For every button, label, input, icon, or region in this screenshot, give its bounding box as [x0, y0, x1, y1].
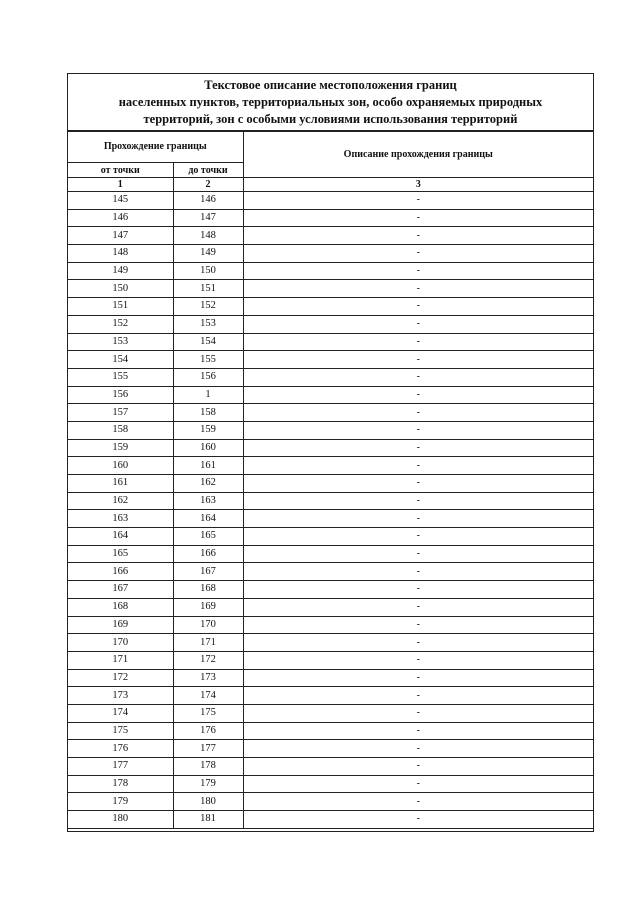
description-cell: - — [243, 192, 593, 210]
description-cell: - — [243, 227, 593, 245]
description-cell: - — [243, 492, 593, 510]
description-cell: - — [243, 280, 593, 298]
table-row — [68, 368, 593, 386]
from-point-cell: 157 — [68, 404, 173, 422]
table-row — [68, 510, 593, 528]
to-point-cell: 156 — [173, 368, 243, 386]
to-point-cell: 149 — [173, 245, 243, 263]
table-row — [68, 563, 593, 581]
table-row — [68, 598, 593, 616]
from-point-cell: 149 — [68, 262, 173, 280]
table-row — [68, 245, 593, 263]
from-point-cell: 165 — [68, 545, 173, 563]
from-point-cell: 178 — [68, 775, 173, 793]
from-point-cell: 172 — [68, 669, 173, 687]
description-cell: - — [243, 811, 593, 829]
table-row — [68, 262, 593, 280]
from-point-cell: 166 — [68, 563, 173, 581]
description-cell: - — [243, 475, 593, 493]
to-point-cell: 154 — [173, 333, 243, 351]
table-row — [68, 475, 593, 493]
description-cell: - — [243, 421, 593, 439]
from-point-cell: 159 — [68, 439, 173, 457]
table-row — [68, 687, 593, 705]
to-point-cell: 173 — [173, 669, 243, 687]
table-row — [68, 651, 593, 669]
description-cell: - — [243, 775, 593, 793]
from-point-cell: 155 — [68, 368, 173, 386]
to-point-cell: 162 — [173, 475, 243, 493]
from-point-cell: 167 — [68, 581, 173, 599]
to-point-cell: 147 — [173, 209, 243, 227]
to-point-cell: 152 — [173, 298, 243, 316]
title-line-3: территорий, зон с особыми условиями использования территорий — [143, 111, 518, 126]
description-cell: - — [243, 634, 593, 652]
from-point-cell: 163 — [68, 510, 173, 528]
description-cell: - — [243, 651, 593, 669]
table-header-row — [68, 132, 593, 163]
from-point-cell: 156 — [68, 386, 173, 404]
description-cell: - — [243, 457, 593, 475]
description-cell: - — [243, 351, 593, 369]
table-row — [68, 581, 593, 599]
description-cell: - — [243, 722, 593, 740]
to-point-cell: 150 — [173, 262, 243, 280]
from-point-cell: 180 — [68, 811, 173, 829]
to-point-cell: 158 — [173, 404, 243, 422]
column-number-3: 3 — [243, 178, 593, 192]
table-row — [68, 315, 593, 333]
from-point-cell: 146 — [68, 209, 173, 227]
from-point-header: от точки — [68, 163, 173, 178]
to-point-cell: 148 — [173, 227, 243, 245]
description-cell: - — [243, 439, 593, 457]
description-cell: - — [243, 563, 593, 581]
to-point-cell: 174 — [173, 687, 243, 705]
from-point-cell: 145 — [68, 192, 173, 210]
to-point-cell: 179 — [173, 775, 243, 793]
to-point-cell: 172 — [173, 651, 243, 669]
description-cell: - — [243, 598, 593, 616]
to-point-cell: 176 — [173, 722, 243, 740]
table-row — [68, 351, 593, 369]
description-cell: - — [243, 793, 593, 811]
table-row — [68, 722, 593, 740]
column-number-2: 2 — [173, 178, 243, 192]
to-point-cell: 181 — [173, 811, 243, 829]
from-point-cell: 173 — [68, 687, 173, 705]
table-row — [68, 669, 593, 687]
description-header: Описание прохождения границы — [243, 132, 593, 178]
from-point-cell: 169 — [68, 616, 173, 634]
from-point-cell: 171 — [68, 651, 173, 669]
table-row — [68, 421, 593, 439]
to-point-cell: 166 — [173, 545, 243, 563]
column-number-1: 1 — [68, 178, 173, 192]
description-cell: - — [243, 704, 593, 722]
from-point-cell: 161 — [68, 475, 173, 493]
boundary-table-frame — [67, 73, 594, 832]
from-point-cell: 151 — [68, 298, 173, 316]
description-cell: - — [243, 404, 593, 422]
to-point-cell: 164 — [173, 510, 243, 528]
table-row — [68, 298, 593, 316]
to-point-header: до точки — [173, 163, 243, 178]
from-point-cell: 176 — [68, 740, 173, 758]
to-point-cell: 168 — [173, 581, 243, 599]
boundary-table — [68, 131, 593, 829]
description-cell: - — [243, 510, 593, 528]
description-cell: - — [243, 315, 593, 333]
table-row — [68, 333, 593, 351]
description-cell: - — [243, 368, 593, 386]
to-point-cell: 178 — [173, 758, 243, 776]
description-cell: - — [243, 740, 593, 758]
description-cell: - — [243, 545, 593, 563]
table-row — [68, 492, 593, 510]
description-cell: - — [243, 669, 593, 687]
to-point-cell: 151 — [173, 280, 243, 298]
to-point-cell: 1 — [173, 386, 243, 404]
table-row — [68, 545, 593, 563]
table-row — [68, 209, 593, 227]
table-row — [68, 616, 593, 634]
description-cell: - — [243, 386, 593, 404]
table-row — [68, 634, 593, 652]
table-row — [68, 439, 593, 457]
description-cell: - — [243, 758, 593, 776]
from-point-cell: 168 — [68, 598, 173, 616]
description-cell: - — [243, 687, 593, 705]
from-point-cell: 162 — [68, 492, 173, 510]
to-point-cell: 161 — [173, 457, 243, 475]
to-point-cell: 177 — [173, 740, 243, 758]
to-point-cell: 155 — [173, 351, 243, 369]
description-cell: - — [243, 209, 593, 227]
from-point-cell: 164 — [68, 528, 173, 546]
from-point-cell: 158 — [68, 421, 173, 439]
to-point-cell: 163 — [173, 492, 243, 510]
table-row — [68, 740, 593, 758]
from-point-cell: 147 — [68, 227, 173, 245]
to-point-cell: 160 — [173, 439, 243, 457]
from-point-cell: 170 — [68, 634, 173, 652]
table-row — [68, 704, 593, 722]
table-row — [68, 811, 593, 829]
table-row — [68, 280, 593, 298]
to-point-cell: 165 — [173, 528, 243, 546]
description-cell: - — [243, 616, 593, 634]
to-point-cell: 167 — [173, 563, 243, 581]
to-point-cell: 153 — [173, 315, 243, 333]
to-point-cell: 159 — [173, 421, 243, 439]
title-line-1: Текстовое описание местоположения границ — [204, 77, 457, 92]
to-point-cell: 171 — [173, 634, 243, 652]
description-cell: - — [243, 581, 593, 599]
from-point-cell: 154 — [68, 351, 173, 369]
from-point-cell: 152 — [68, 315, 173, 333]
from-point-cell: 160 — [68, 457, 173, 475]
table-row — [68, 192, 593, 210]
to-point-cell: 146 — [173, 192, 243, 210]
description-cell: - — [243, 298, 593, 316]
description-cell: - — [243, 333, 593, 351]
table-row — [68, 775, 593, 793]
column-number-row — [68, 178, 593, 192]
table-row — [68, 227, 593, 245]
description-cell: - — [243, 528, 593, 546]
table-row — [68, 528, 593, 546]
passage-header: Прохождение границы — [68, 132, 243, 163]
to-point-cell: 170 — [173, 616, 243, 634]
table-row — [68, 457, 593, 475]
table-row — [68, 386, 593, 404]
from-point-cell: 150 — [68, 280, 173, 298]
table-row — [68, 404, 593, 422]
to-point-cell: 169 — [173, 598, 243, 616]
from-point-cell: 179 — [68, 793, 173, 811]
from-point-cell: 177 — [68, 758, 173, 776]
to-point-cell: 180 — [173, 793, 243, 811]
table-row — [68, 793, 593, 811]
description-cell: - — [243, 262, 593, 280]
from-point-cell: 174 — [68, 704, 173, 722]
table-row — [68, 758, 593, 776]
to-point-cell: 175 — [173, 704, 243, 722]
from-point-cell: 175 — [68, 722, 173, 740]
from-point-cell: 148 — [68, 245, 173, 263]
title-line-2: населенных пунктов, территориальных зон, особо охраняемых природных — [118, 94, 543, 109]
document-title — [68, 74, 593, 131]
description-cell: - — [243, 245, 593, 263]
from-point-cell: 153 — [68, 333, 173, 351]
